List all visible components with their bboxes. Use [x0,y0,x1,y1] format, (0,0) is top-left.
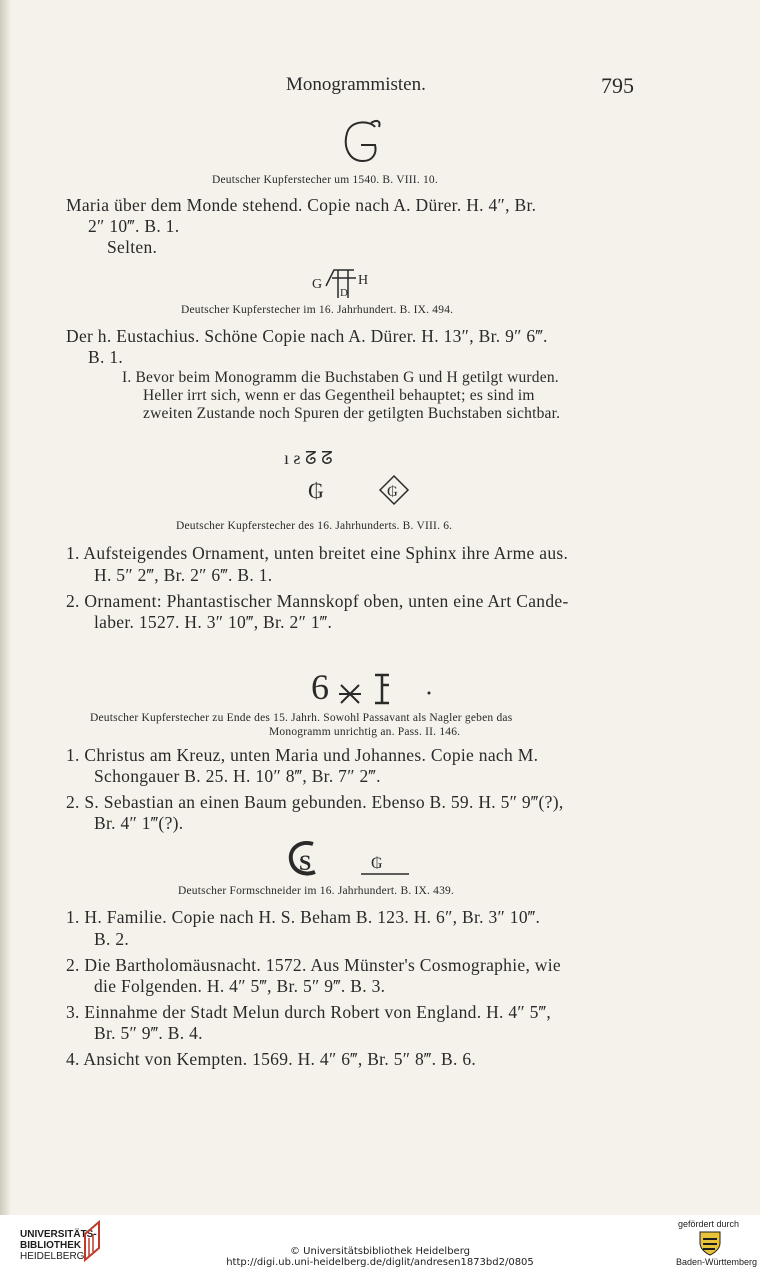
page-number: 795 [601,73,634,98]
svg-text:H: H [358,273,369,288]
svg-text:D: D [340,287,348,299]
entry-5-line-4: die Folgenden. H. 4″ 5‴, Br. 5″ 9‴. B. 3. [94,976,386,996]
entry-3-line-1: 1. Aufsteigendes Ornament, unten breitet eine Sphinx ihre Arme aus. [66,543,569,563]
sponsor-label: gefördert durch [678,1219,740,1229]
entry-4-line-4: Br. 4″ 1‴(?). [94,813,184,833]
svg-text:6: 6 [311,667,329,707]
entry-3-line-3: 2. Ornament: Phantastischer Mannskopf oben, unten eine Art Cande- [66,591,569,611]
permalink-url[interactable]: http://digi.ub.uni-heidelberg.de/diglit/andresen1873bd2/0805 [226,1257,534,1268]
monogram-gxi-icon [311,659,451,707]
entry-4-line-1: 1. Christus am Kreuz, unten Maria und Johannes. Copie nach M. [66,745,539,765]
entry-4-caption-line-1: Deutscher Kupferstecher zu Ende des 15. Jahrh. Sowohl Passavant als Nagler geben das [90,712,513,724]
svg-text:ı ƨ ᘔ ᘔ: ı ƨ ᘔ ᘔ [284,448,333,468]
entry-2-line-4: Heller irrt sich, wenn er das Gegentheil behauptet; es sind im [143,387,535,404]
entry-1-line-2: 2″ 10‴. B. 1. [88,216,180,236]
entry-5-line-6: Br. 5″ 9‴. B. 4. [94,1023,203,1043]
sponsor-name: Baden-Württemberg [676,1257,758,1267]
entry-3-line-2: H. 5″ 2‴, Br. 2″ 6‴. B. 1. [94,565,273,585]
entry-2-line-5: zweiten Zustande noch Spuren der getilgten Buchstaben sichtbar. [143,405,561,422]
entry-1-caption: Deutscher Kupferstecher um 1540. B. VIII. 10. [212,174,438,186]
entry-1-line-1: Maria über dem Monde stehend. Copie nach A. Dürer. H. 4″, Br. [66,195,537,215]
svg-text:S: S [299,850,312,875]
entry-5-caption: Deutscher Formschneider im 16. Jahrhundert. B. IX. 439. [178,885,455,897]
entry-5-line-3: 2. Die Bartholomäusnacht. 1572. Aus Münster's Cosmographie, wie [66,955,561,975]
entry-4-caption-line-2: Monogramm unrichtig an. Pass. II. 146. [269,726,461,738]
svg-text:₲: ₲ [371,855,383,872]
monogram-g-icon [341,117,385,169]
entry-2-line-3: I. Bevor beim Monogramm die Buchstaben G und H getilgt wurden. [122,369,559,386]
monogram-1522-diamond-icon [282,446,422,508]
entry-4-line-3: 2. S. Sebastian an einen Baum gebunden. Ebenso B. 59. H. 5″ 9‴(?), [66,792,564,812]
state-coat-of-arms-icon [697,1229,723,1257]
svg-text:G: G [312,277,323,292]
entry-5-line-2: B. 2. [94,929,130,949]
svg-text:₲: ₲ [308,478,324,503]
page-spine-shadow [0,0,10,1215]
monogram-gdh-icon [312,266,412,302]
library-name-line-1: UNIVERSITÄTS- [20,1229,97,1240]
entry-5-line-1: 1. H. Familie. Copie nach H. S. Beham B. 123. H. 6″, Br. 3″ 10‴. [66,907,541,927]
entry-2-caption: Deutscher Kupferstecher im 16. Jahrhundert. B. IX. 494. [181,304,454,316]
monogram-gs-icon [285,838,425,880]
entry-5-line-5: 3. Einnahme der Stadt Melun durch Robert von England. H. 4″ 5‴, [66,1002,551,1022]
copyright-line: © Universitätsbibliothek Heidelberg [289,1246,470,1257]
running-head: Monogrammisten. [286,74,426,95]
entry-2-line-1: Der h. Eustachius. Schöne Copie nach A. Dürer. H. 13″, Br. 9″ 6‴. [66,326,548,346]
library-name-line-2: BIBLIOTHEK [20,1240,82,1251]
svg-text:₲: ₲ [387,484,398,500]
entry-2-line-2: B. 1. [88,347,124,367]
library-name-line-3: HEIDELBERG [20,1251,85,1262]
entry-3-line-4: laber. 1527. H. 3″ 10‴, Br. 2″ 1‴. [94,612,333,632]
entry-1-line-3: Selten. [107,237,158,257]
entry-3-caption: Deutscher Kupferstecher des 16. Jahrhunderts. B. VIII. 6. [176,520,453,532]
entry-4-line-2: Schongauer B. 25. H. 10″ 8‴, Br. 7″ 2‴. [94,766,381,786]
entry-5-line-7: 4. Ansicht von Kempten. 1569. H. 4″ 6‴, Br. 5″ 8‴. B. 6. [66,1049,477,1069]
